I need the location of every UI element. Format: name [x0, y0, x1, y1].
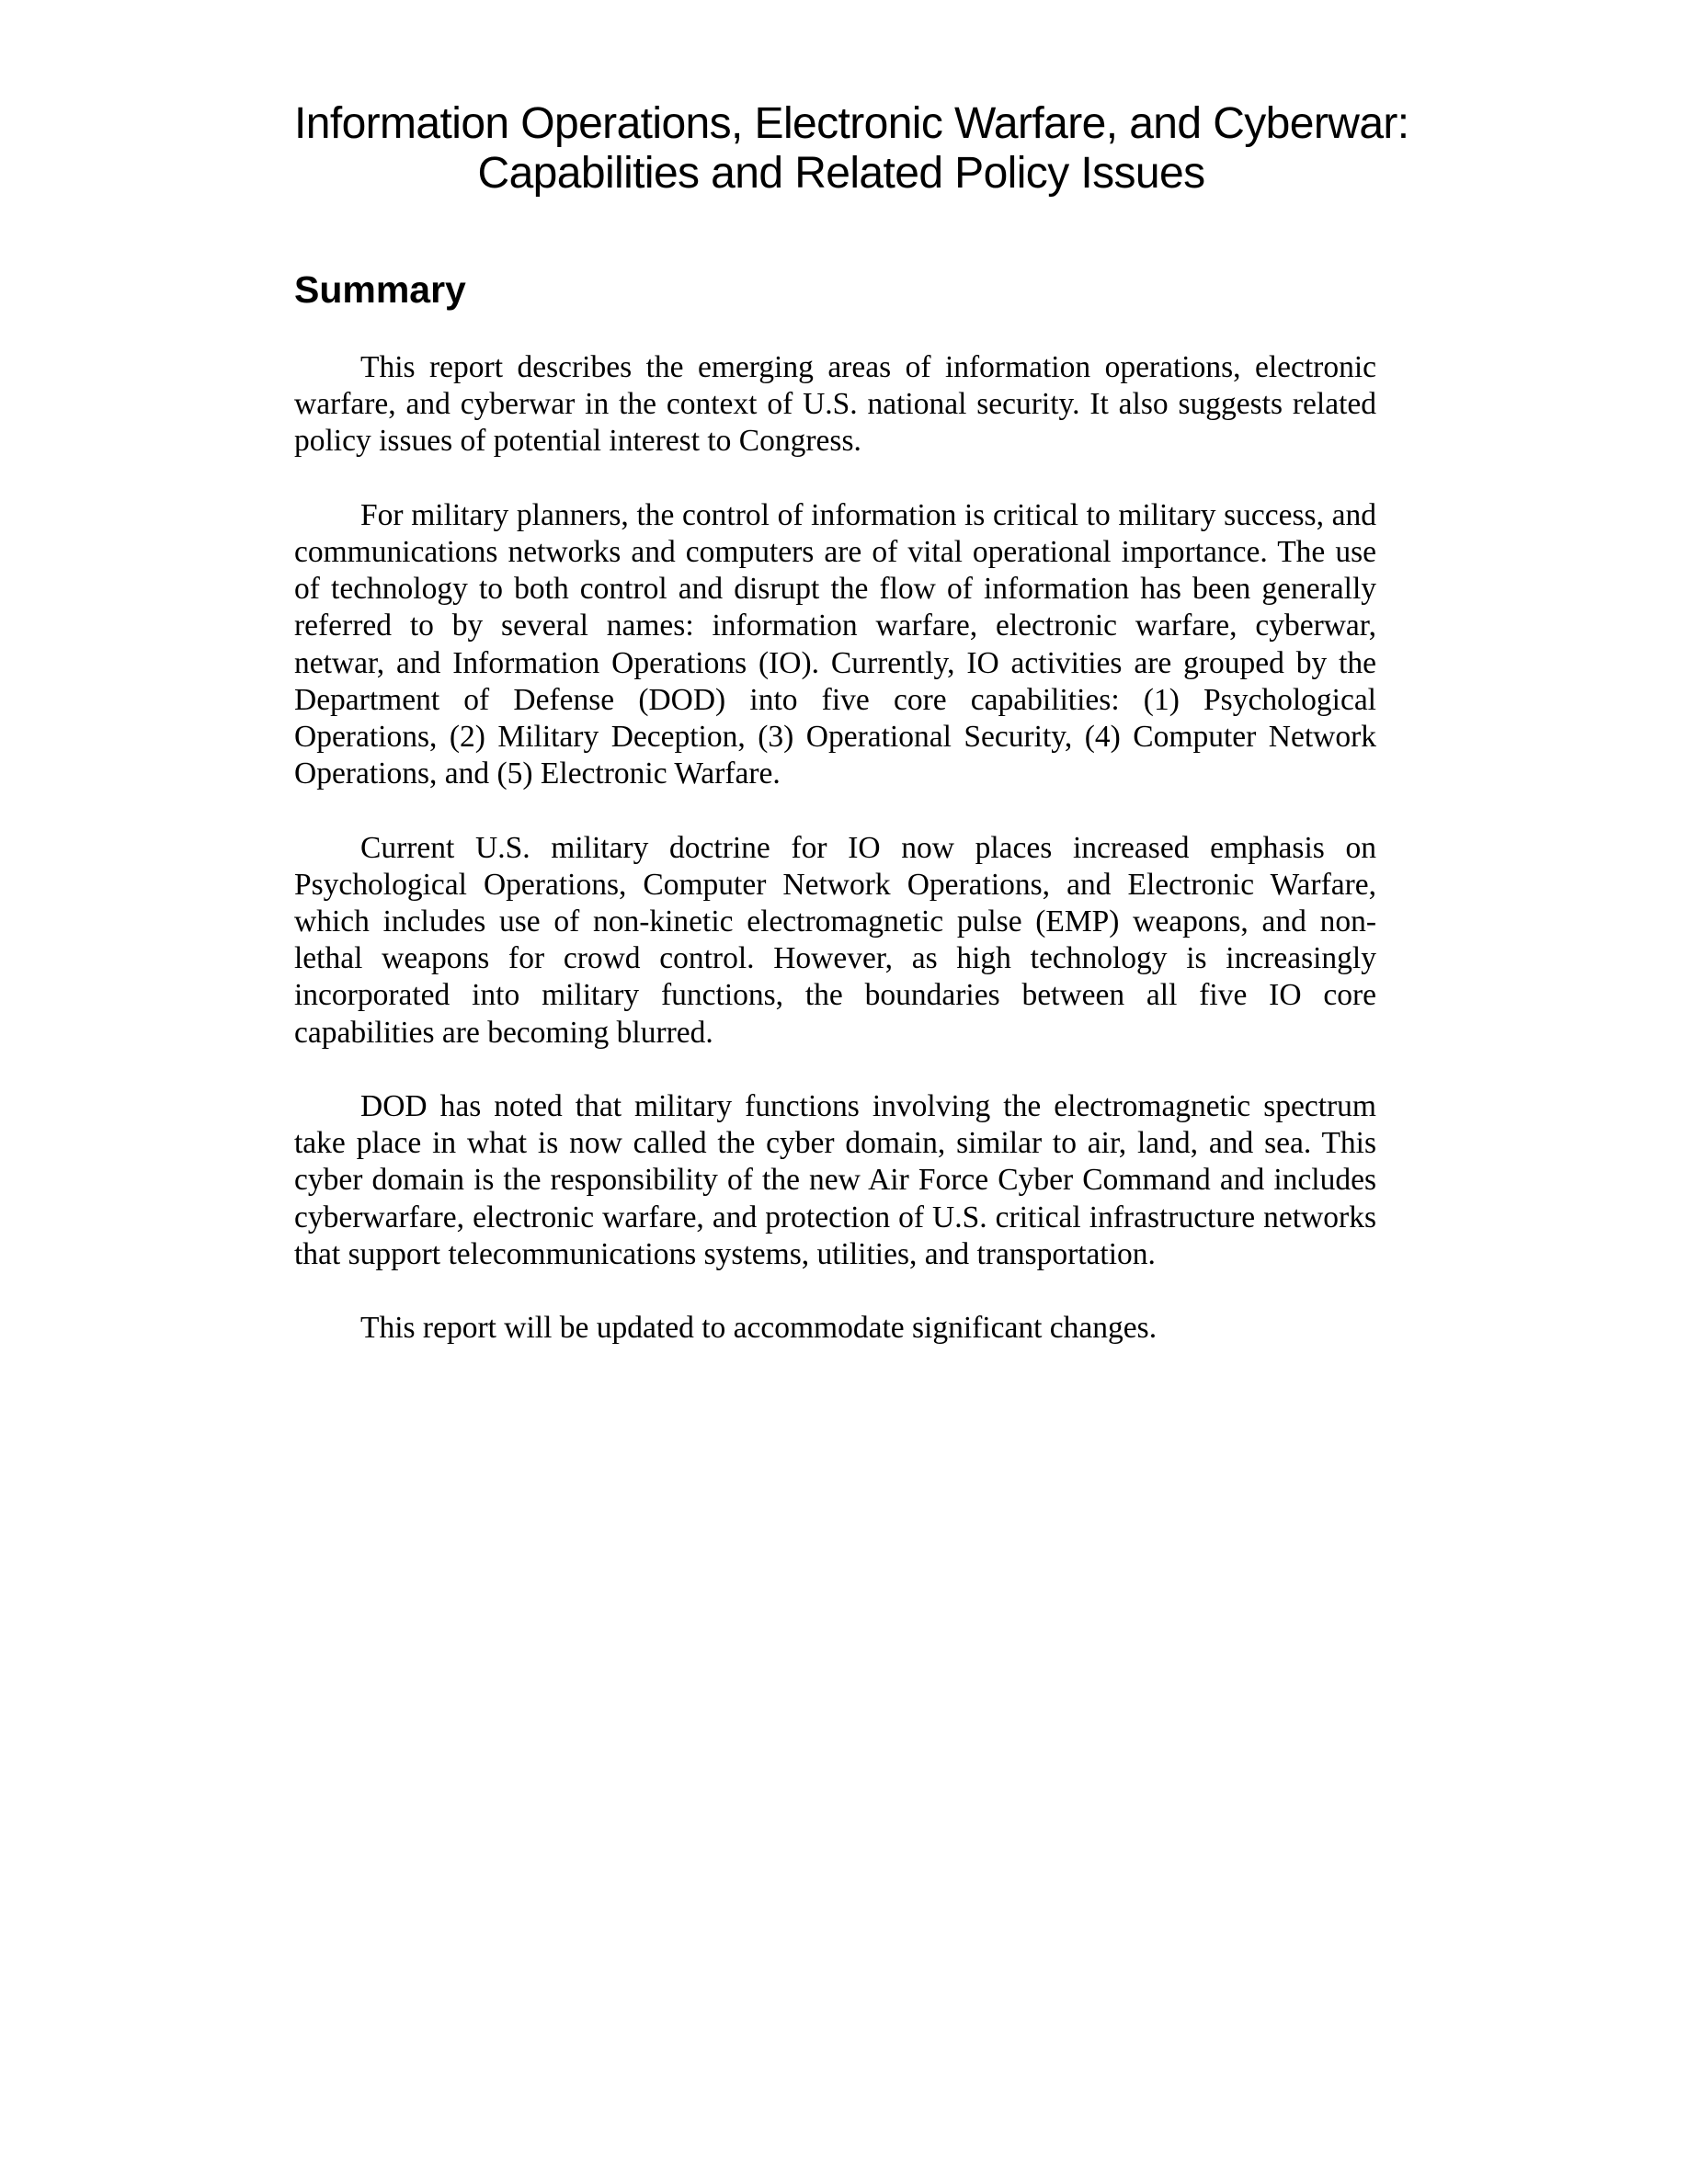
title-line-1: Information Operations, Electronic Warfare, and Cyberwar: — [294, 99, 1409, 148]
summary-paragraph-2: For military planners, the control of information is critical to military success, and communications networks and computers are of vital operational importance. The use of technology to both control and disrupt the flow of information has been generally referred to by several names: information warfare, electronic warfare, cyberwar, netwar, and Information Operations (IO). Currently, IO activities are grouped by the Department of Defense (DOD) into five core capabilities: (1) Psychological Operations, (2) Military Deception, (3) Operational Security, (4) Computer Network Operations, and (5) Electronic Warfare. — [294, 497, 1376, 791]
summary-paragraph-5: This report will be updated to accommodate significant changes. — [360, 1311, 1158, 1346]
title-line-2: Capabilities and Related Policy Issues — [477, 149, 1205, 198]
summary-paragraph-4: DOD has noted that military functions involving the electromagnetic spectrum take place in what is now called the cyber domain, similar to air, land, and sea. This cyber domain is the responsibility of the new Air Force Cyber Command and includes cyberwarfare, electronic warfare, and protection of U.S. critical infrastructure networks that support telecommunications systems, utilities, and transportation. — [294, 1089, 1376, 1271]
document-title — [294, 99, 1409, 199]
summary-body — [294, 349, 1376, 1384]
summary-heading: Summary — [294, 268, 466, 311]
summary-paragraph-3: Current U.S. military doctrine for IO now places increased emphasis on Psychological Operations, Computer Network Operations, and Electronic Warfare, which includes use of non-kinetic electromagnetic pulse (EMP) weapons, and non-lethal weapons for crowd control. However, as high technology is increasingly incorporated into military functions, the boundaries between all five IO core capabilities are becoming blurred. — [294, 830, 1376, 1050]
summary-paragraph-1: This report describes the emerging areas of information operations, electronic warfare, and cyberwar in the context of U.S. national security. It also suggests related policy issues of potential interest to Congress. — [294, 350, 1376, 459]
